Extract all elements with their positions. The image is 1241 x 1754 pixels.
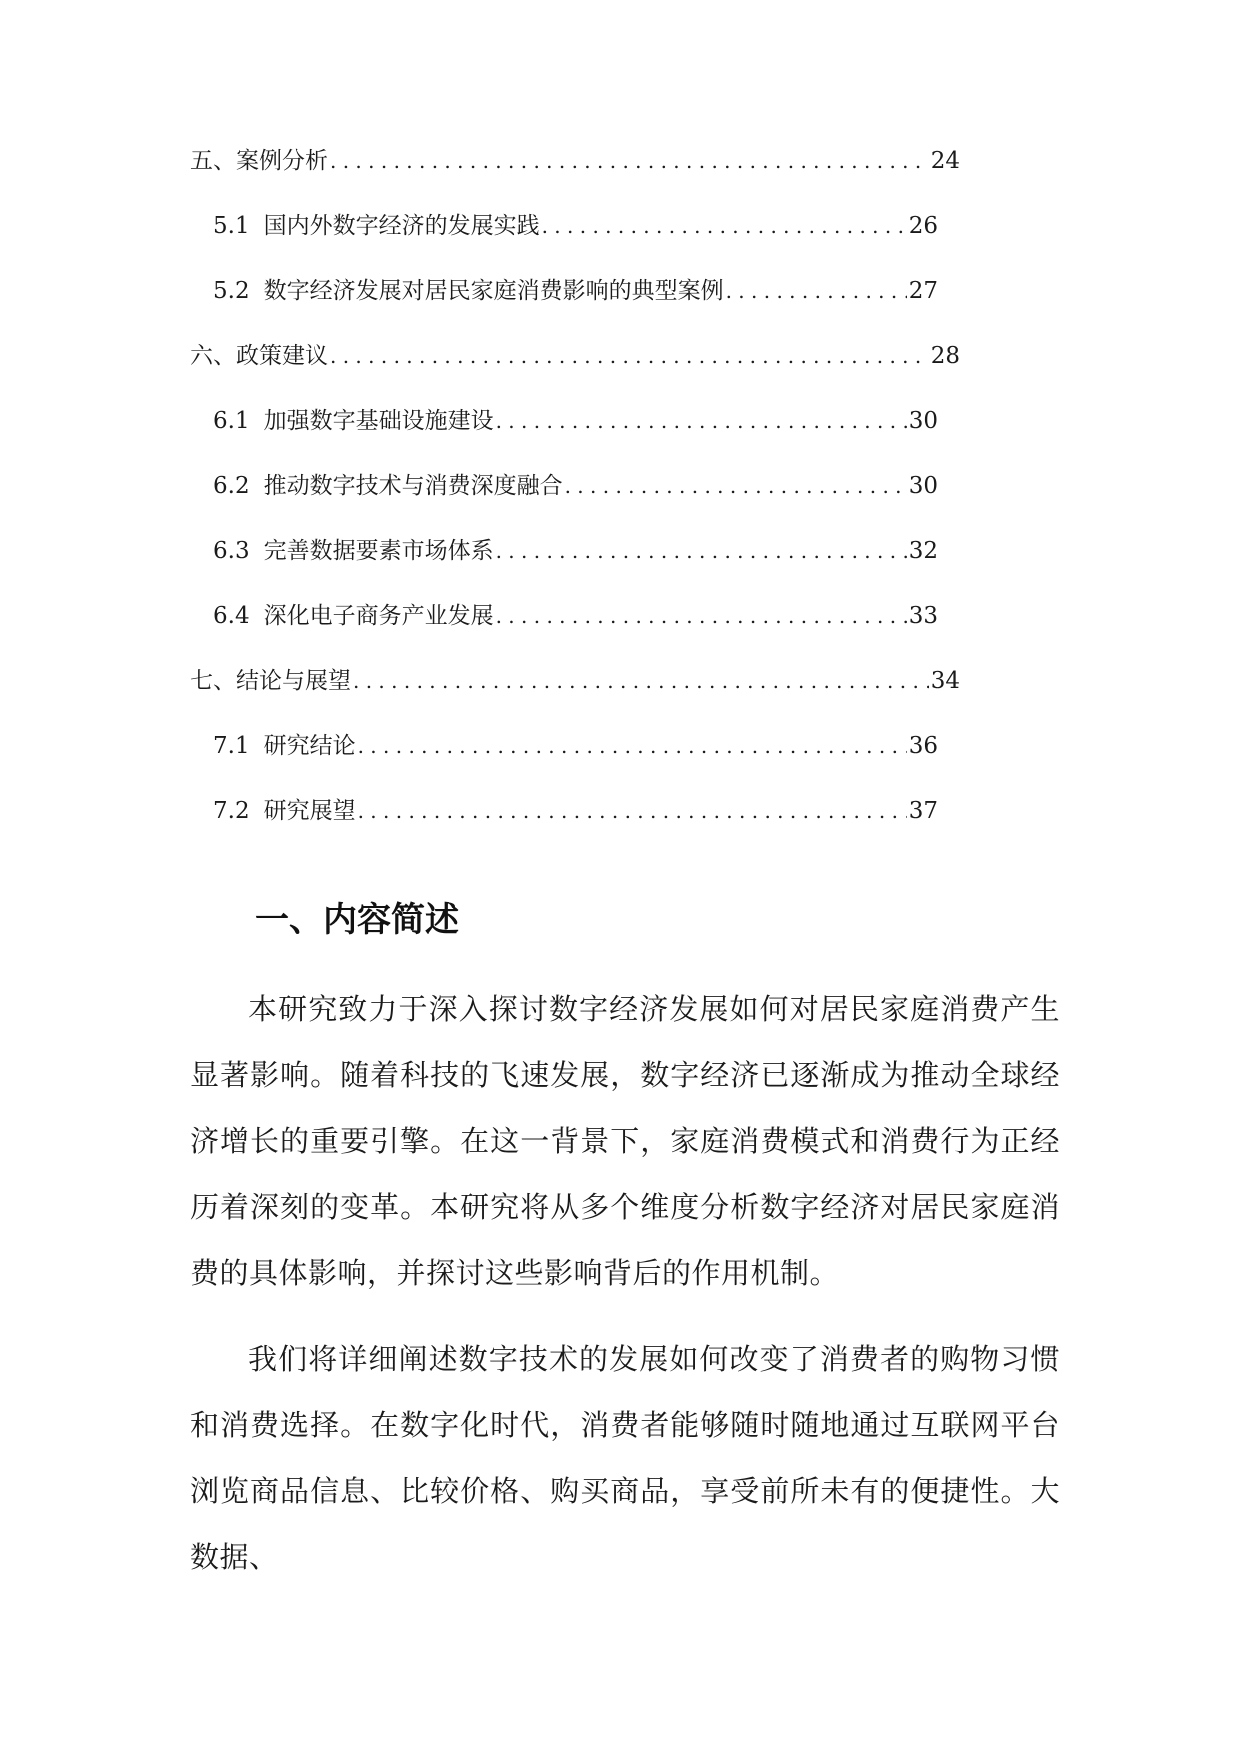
toc-entry-title: 研究展望 — [263, 798, 356, 824]
toc-entry-title: 研究结论 — [263, 733, 356, 759]
toc-entry-page: 37 — [908, 798, 938, 824]
toc-entry-page: 28 — [930, 343, 960, 369]
toc-entry-title: 五、案例分析 — [190, 148, 328, 174]
toc-entry-title: 数字经济发展对居民家庭消费影响的典型案例 — [263, 278, 724, 304]
toc-entry-number: 7.2 — [213, 798, 250, 824]
toc-entry[interactable] — [190, 668, 960, 733]
toc-leader-dots — [496, 603, 907, 629]
table-of-contents — [190, 148, 960, 863]
toc-entry-number: 6.1 — [213, 408, 250, 434]
toc-leader-dots — [353, 668, 929, 694]
toc-entry[interactable] — [190, 603, 938, 668]
toc-entry-title: 深化电子商务产业发展 — [263, 603, 494, 629]
toc-leader-dots — [496, 538, 907, 564]
paragraph: 我们将详细阐述数字技术的发展如何改变了消费者的购物习惯和消费选择。在数字化时代，消费者能够随时随地通过互联网平台浏览商品信息、比较价格、购买商品，享受前所未有的便捷性。大数据、 — [190, 1342, 1060, 1574]
toc-entry[interactable] — [190, 148, 960, 213]
toc-entry[interactable] — [190, 408, 938, 473]
toc-entry-page: 30 — [908, 473, 938, 499]
body-text — [190, 976, 1060, 1590]
toc-entry-page: 24 — [930, 148, 960, 174]
toc-entry-title: 七、结论与展望 — [190, 668, 351, 694]
toc-entry-title: 推动数字技术与消费深度融合 — [263, 473, 563, 499]
toc-leader-dots — [496, 408, 907, 434]
toc-entry[interactable] — [190, 278, 938, 343]
toc-entry-page: 30 — [908, 408, 938, 434]
toc-entry-number: 6.3 — [213, 538, 250, 564]
toc-leader-dots — [330, 148, 929, 174]
toc-entry-page: 36 — [908, 733, 938, 759]
toc-entry-page: 26 — [908, 213, 938, 239]
toc-entry[interactable] — [190, 213, 938, 278]
toc-entry-page: 32 — [908, 538, 938, 564]
toc-leader-dots — [358, 733, 907, 759]
toc-leader-dots — [358, 798, 907, 824]
toc-leader-dots — [542, 213, 907, 239]
toc-entry-number: 5.2 — [213, 278, 250, 304]
toc-entry-page: 33 — [908, 603, 938, 629]
toc-entry-number: 7.1 — [213, 733, 250, 759]
toc-entry[interactable] — [190, 538, 938, 603]
toc-entry-number: 6.2 — [213, 473, 250, 499]
toc-leader-dots — [726, 278, 907, 304]
section-heading: 一、内容简述 — [255, 900, 459, 940]
toc-entry-title: 加强数字基础设施建设 — [263, 408, 494, 434]
toc-entry-number: 6.4 — [213, 603, 250, 629]
toc-entry[interactable] — [190, 343, 960, 408]
toc-entry-title: 国内外数字经济的发展实践 — [263, 213, 540, 239]
toc-entry[interactable] — [190, 798, 938, 863]
toc-entry-number: 5.1 — [213, 213, 250, 239]
paragraph: 本研究致力于深入探讨数字经济发展如何对居民家庭消费产生显著影响。随着科技的飞速发展，数字经济已逐渐成为推动全球经济增长的重要引擎。在这一背景下，家庭消费模式和消费行为正经历着深刻的变革。本研究将从多个维度分析数字经济对居民家庭消费的具体影响，并探讨这些影响背后的作用机制。 — [190, 992, 1060, 1290]
toc-entry-title: 完善数据要素市场体系 — [263, 538, 494, 564]
toc-entry[interactable] — [190, 733, 938, 798]
toc-leader-dots — [565, 473, 907, 499]
toc-leader-dots — [330, 343, 929, 369]
toc-entry-page: 34 — [930, 668, 960, 694]
toc-entry-title: 六、政策建议 — [190, 343, 328, 369]
toc-entry[interactable] — [190, 473, 938, 538]
toc-entry-page: 27 — [908, 278, 938, 304]
